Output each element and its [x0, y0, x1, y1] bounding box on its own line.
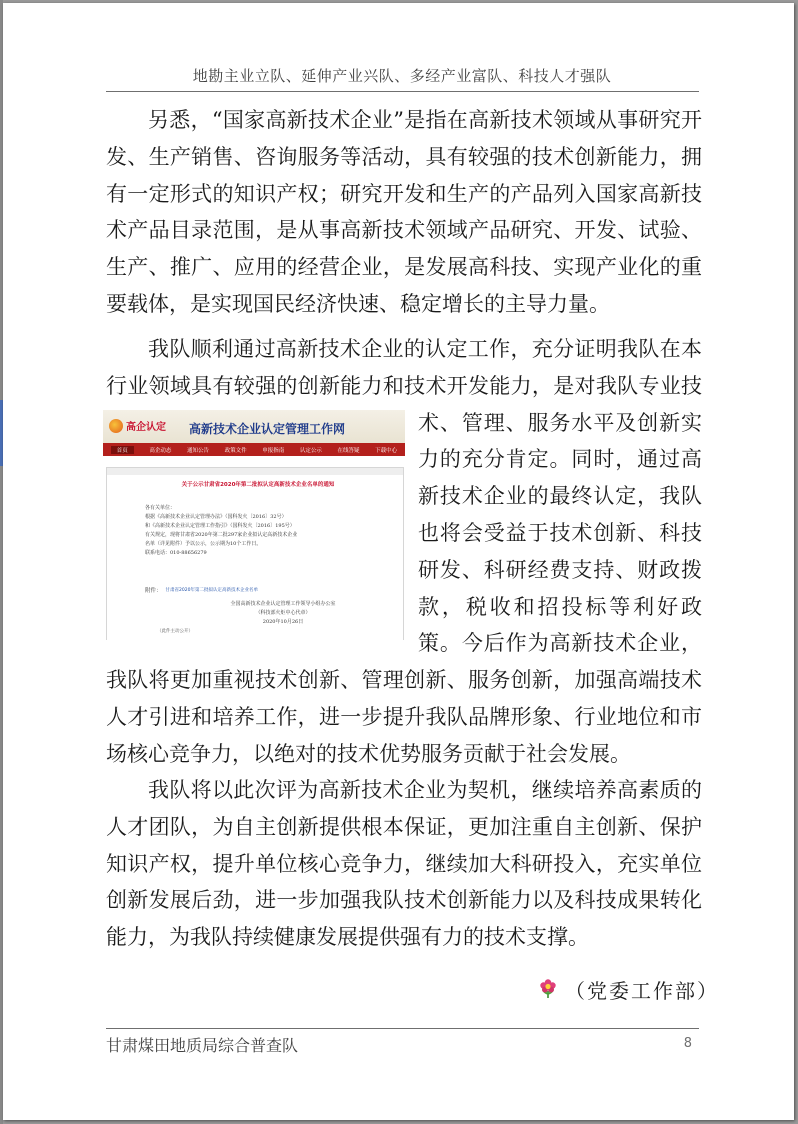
figure-nav-item: 高企动态 [149, 447, 172, 454]
figure-body-line: 各有关单位： [145, 505, 176, 511]
figure-signature-block [213, 600, 353, 627]
logo-mark-icon [109, 419, 123, 433]
embedded-screenshot [103, 410, 405, 640]
paragraph-1: 另悉，“国家高新技术企业”是指在高新技术领域从事研究开发、生产销售、咨询服务等活动，具有较强的技术创新能力，拥有一定形式的知识产权；研究开发和生产的产品列入国家高新技术产品目录范围，是从事高新技术领域产品研究、开发、试验、生产、推广、应用的经营企业，是发展高科技、实现产业化的重要载体，是实现国民经济快速、稳定增长的主导力量。 [106, 108, 702, 316]
figure-sign-line: （科技部火炬中心代章） [255, 610, 311, 616]
figure-attachment [145, 586, 258, 594]
figure-notice-body [145, 504, 365, 558]
figure-nav-bar [103, 443, 405, 456]
figure-body-line: 和《高新技术企业认定管理工作指引》（国科发火〔2016〕195号） [145, 523, 295, 529]
figure-nav-item: 通知公告 [187, 447, 210, 454]
figure-body-line: 根据《高新技术企业认定管理办法》（国科发火〔2016〕32号） [145, 514, 287, 520]
figure-nav-item: 首页 [111, 446, 134, 454]
figure-notice-title: 关于公示甘肃省2020年第二批拟认定高新技术企业名单的通知 [181, 482, 335, 488]
figure-nav-item: 政策文件 [224, 447, 247, 454]
signature-line [537, 973, 719, 1005]
figure-site-header [103, 410, 405, 443]
figure-logo-text: 高企认定 [126, 422, 166, 433]
figure-sign-line: 2020年10月26日 [262, 619, 304, 625]
footer-organization: 甘肃煤田地质局综合普查队 [106, 1036, 299, 1055]
figure-nav-item: 在线答疑 [337, 447, 360, 454]
figure-sub-bar [107, 468, 403, 475]
signature-text: （党委工作部） [565, 978, 719, 1003]
figure-body-line: 联系电话：010-88656279 [145, 550, 207, 556]
figure-attachment-label: 附件： [145, 588, 162, 594]
figure-sign-line: 全国高新技术企业认定管理工作领导小组办公室 [230, 601, 336, 607]
paragraph-2-lead: 我队顺利通过高新技术企业的认定工作，充分证明我队在本行业领域具有较强的创新能力和技术开发能力，是对我队专业技 [106, 337, 702, 398]
paragraph-2-tail: 今后作为高新技术企业，我队将更加重视技术创新、管理创新、服务创新，加强高端技术人才引进和培养工作，进一步提升我队品牌形象、行业地位和市场核心竞争力，以绝对的技术优势服务贡献于社会发展。 [106, 631, 703, 766]
figure-nav-item: 申报指南 [262, 447, 285, 454]
figure-nav-item: 下载中心 [375, 447, 398, 454]
figure-site-name: 高新技术企业认定管理工作网 [189, 422, 346, 436]
figure-site-logo [109, 418, 166, 433]
paragraph-3: 我队将以此次评为高新技术企业为契机，继续培养高素质的人才团队，为自主创新提供根本保证，更加注重自主创新、保护知识产权，提升单位核心竞争力，继续加大科研投入，充实单位创新发展后劲，进一步加强我队技术创新能力以及科技成果转化能力，为我队持续健康发展提供强有力的技术支撑。 [106, 778, 702, 950]
figure-attachment-link: 甘肃省2020年第二批拟认定高新技术企业名单 [165, 588, 258, 593]
footer-divider [106, 1028, 699, 1029]
flower-icon [537, 978, 559, 1000]
figure-closing-note: （此件主动公开） [157, 629, 193, 634]
figure-body-line: 名单（详见附件）予以公示，公示期为10个工作日。 [145, 541, 262, 547]
figure-body-line: 有关规定，现将甘肃省2020年第二批297家企业拟认定高新技术企业 [145, 532, 298, 538]
page-header: 地勘主业立队、延伸产业兴队、多经产业富队、科技人才强队 [192, 67, 612, 85]
figure-nav-item: 认定公示 [299, 447, 322, 454]
header-divider [106, 91, 699, 92]
paragraph-2-wrapped: 术、管理、服务水平及创新实力的充分肯定。同时，通过高新技术企业的最终认定，我队也将会受益于技术创新、科技研发、科研经费支持、财政拨款，税收和招投标等利好政策。 [418, 410, 702, 656]
page-number: 8 [683, 1036, 692, 1051]
figure-notice-frame [106, 467, 404, 640]
